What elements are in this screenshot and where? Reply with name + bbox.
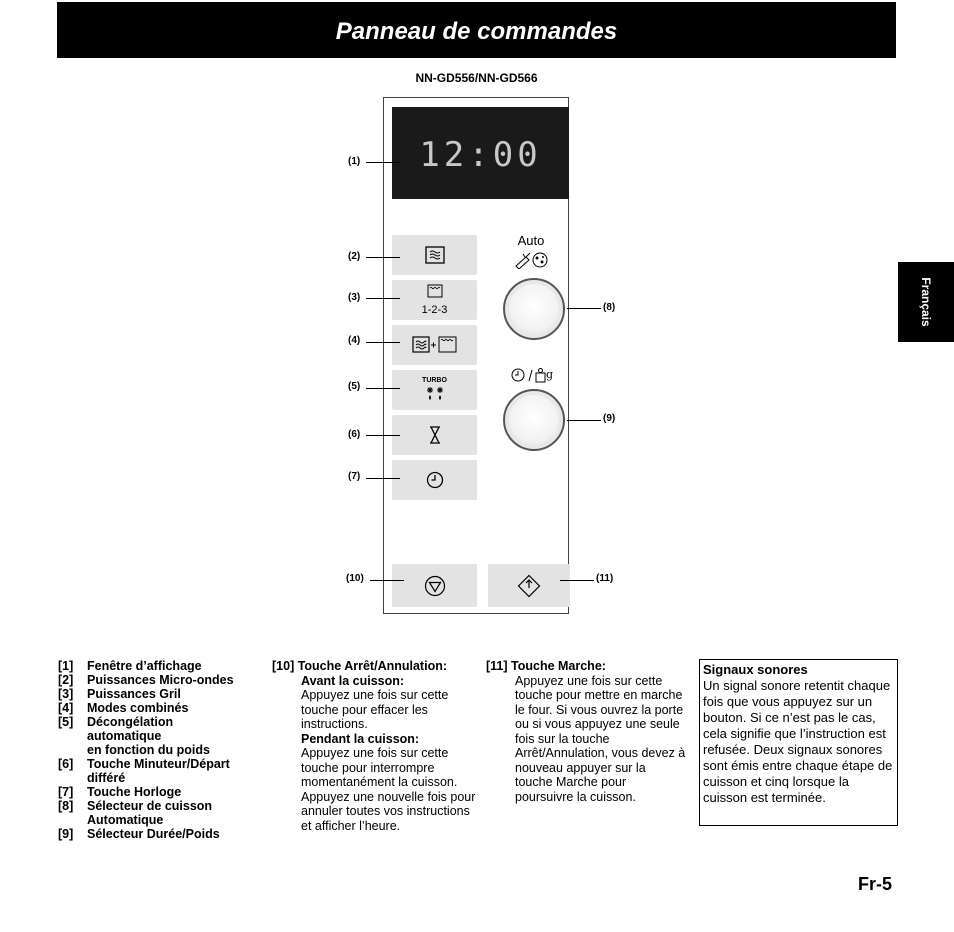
leader-line: [366, 478, 400, 479]
legend-item: [58, 771, 234, 785]
stop-key-description: [272, 659, 477, 833]
legend-item-number: [58, 729, 87, 743]
timer-weight-icons: [510, 366, 556, 384]
legend-item: [58, 757, 234, 771]
display-window: [392, 107, 569, 199]
leader-line: [567, 308, 601, 309]
leader-line: [366, 388, 400, 389]
combination-mode-button[interactable]: [392, 325, 477, 365]
legend-item-number: [2]: [58, 673, 74, 687]
legend-item-label: automatique: [87, 729, 162, 743]
leader-line: [366, 298, 400, 299]
time-weight-selector-dial[interactable]: [503, 389, 565, 451]
callout-7: (7): [348, 471, 361, 482]
defrost-icon: [392, 386, 477, 407]
legend-item-number: [7]: [58, 785, 74, 799]
page-title: Panneau de commandes: [335, 18, 618, 45]
legend-item: [58, 827, 234, 841]
legend-item-label: Décongélation: [87, 715, 174, 729]
legend-item-label: Touche Minuteur/Départ: [87, 757, 230, 771]
grill-power-button[interactable]: [392, 280, 477, 320]
legend-item: [58, 729, 234, 743]
legend-item: [58, 799, 234, 813]
microwave-power-button[interactable]: [392, 235, 477, 275]
legend-item-label: en fonction du poids: [87, 743, 210, 757]
start-key-description: [486, 659, 686, 804]
leader-line: [560, 580, 594, 581]
legend-item: [58, 743, 234, 757]
start-key-heading: [11] Touche Marche:: [486, 659, 606, 673]
leader-line: [366, 257, 400, 258]
auto-cook-food-icon: [513, 249, 551, 274]
legend-item: [58, 701, 234, 715]
callout-8: (8): [603, 302, 616, 313]
leader-line: [366, 342, 400, 343]
legend-item-label: Touche Horloge: [87, 785, 182, 799]
language-tab: [898, 262, 954, 342]
stop-cancel-button[interactable]: [392, 564, 477, 607]
model-number: NN-GD556/NN-GD566: [415, 71, 538, 85]
legend-item-number: [3]: [58, 687, 74, 701]
during-cooking-text: Appuyez une fois sur cette touche pour interrompre momentanément la cuisson. Appuyez une nouvelle fois pour annuler toutes vos instructions et afficher l’heure.: [301, 746, 476, 833]
legend-item-label: Puissances Gril: [87, 687, 181, 701]
legend-item: [58, 687, 234, 701]
callout-4: (4): [348, 335, 361, 346]
weight-unit-label: g: [546, 368, 554, 381]
title-bar: [57, 2, 896, 58]
callout-6: (6): [348, 429, 361, 440]
legend-item-label: Modes combinés: [87, 701, 189, 715]
legend-item-number: [6]: [58, 757, 74, 771]
legend-item-number: [4]: [58, 701, 74, 715]
combination-icon: [392, 336, 477, 359]
turbo-label: TURBO: [422, 377, 447, 384]
key-legend: [58, 659, 234, 841]
auto-label: Auto: [517, 233, 545, 248]
sound-signals-text: Un signal sonore retentit chaque fois que vous appuyez sur un bouton. Si ce n’est pas le cas, cela signifie que l’instruction est refusée. Deux signaux sonores sont émis entre chaque étape de cuisson et cinq lorsque la cuisson est terminée.: [703, 678, 893, 805]
before-cooking-text: Appuyez une fois sur cette touche pour effacer les instructions.: [301, 688, 449, 731]
sound-signals-box: [699, 659, 898, 826]
legend-item: [58, 813, 234, 827]
start-button[interactable]: [488, 564, 570, 607]
legend-item-number: [1]: [58, 659, 74, 673]
legend-item: [58, 673, 234, 687]
sound-signals-heading: Signaux sonores: [703, 662, 808, 677]
legend-item-number: [58, 771, 87, 785]
legend-item-label: Automatique: [87, 813, 164, 827]
grill-icon: [392, 284, 477, 303]
leader-line: [366, 162, 400, 163]
callout-5: (5): [348, 381, 361, 392]
before-cooking-label: Avant la cuisson:: [301, 673, 405, 688]
callout-2: (2): [348, 251, 361, 262]
display-time: 12:00: [419, 135, 542, 175]
turbo-defrost-button[interactable]: [392, 370, 477, 410]
callout-11: (11): [596, 573, 614, 584]
legend-item: [58, 659, 234, 673]
leader-line: [366, 435, 400, 436]
legend-item: [58, 715, 234, 729]
during-cooking-label: Pendant la cuisson:: [301, 731, 420, 746]
hourglass-icon: [392, 426, 477, 449]
legend-item-number: [9]: [58, 827, 74, 841]
legend-item-number: [58, 813, 87, 827]
legend-item-label: Sélecteur de cuisson: [87, 799, 213, 813]
legend-item-label: différé: [87, 771, 126, 785]
legend-item-number: [8]: [58, 799, 74, 813]
page-number: Fr-5: [858, 874, 893, 894]
language-tab-label: Français: [919, 277, 933, 327]
callout-3: (3): [348, 292, 361, 303]
legend-item-label: Fenêtre d’affichage: [87, 659, 202, 673]
grill-sublabel: 1-2-3: [421, 304, 448, 316]
legend-item-label: Sélecteur Durée/Poids: [87, 827, 220, 841]
leader-line: [567, 420, 601, 421]
legend-item: [58, 785, 234, 799]
stop-key-heading: [10] Touche Arrêt/Annulation:: [272, 659, 447, 673]
leader-line: [370, 580, 404, 581]
legend-item-number: [5]: [58, 715, 74, 729]
legend-item-label: Puissances Micro-ondes: [87, 673, 234, 687]
clock-icon: [392, 471, 477, 494]
timer-delay-start-button[interactable]: [392, 415, 477, 455]
legend-item-number: [58, 743, 87, 757]
clock-button[interactable]: [392, 460, 477, 500]
auto-cook-selector-dial[interactable]: [503, 278, 565, 340]
callout-10: (10): [346, 573, 364, 584]
callout-1: (1): [348, 156, 361, 167]
start-icon: [488, 574, 570, 603]
microwave-icon: [392, 246, 477, 269]
start-key-text: Appuyez une fois sur cette touche pour mettre en marche le four. Si vous ouvrez la porte ou si vous appuyez une seule fois sur la touche Arrêt/Annulation, vous devez à nouveau appuyer sur la touche Marche pour poursuivre la cuisson.: [515, 673, 686, 804]
stop-icon: [392, 575, 477, 602]
callout-9: (9): [603, 413, 616, 424]
